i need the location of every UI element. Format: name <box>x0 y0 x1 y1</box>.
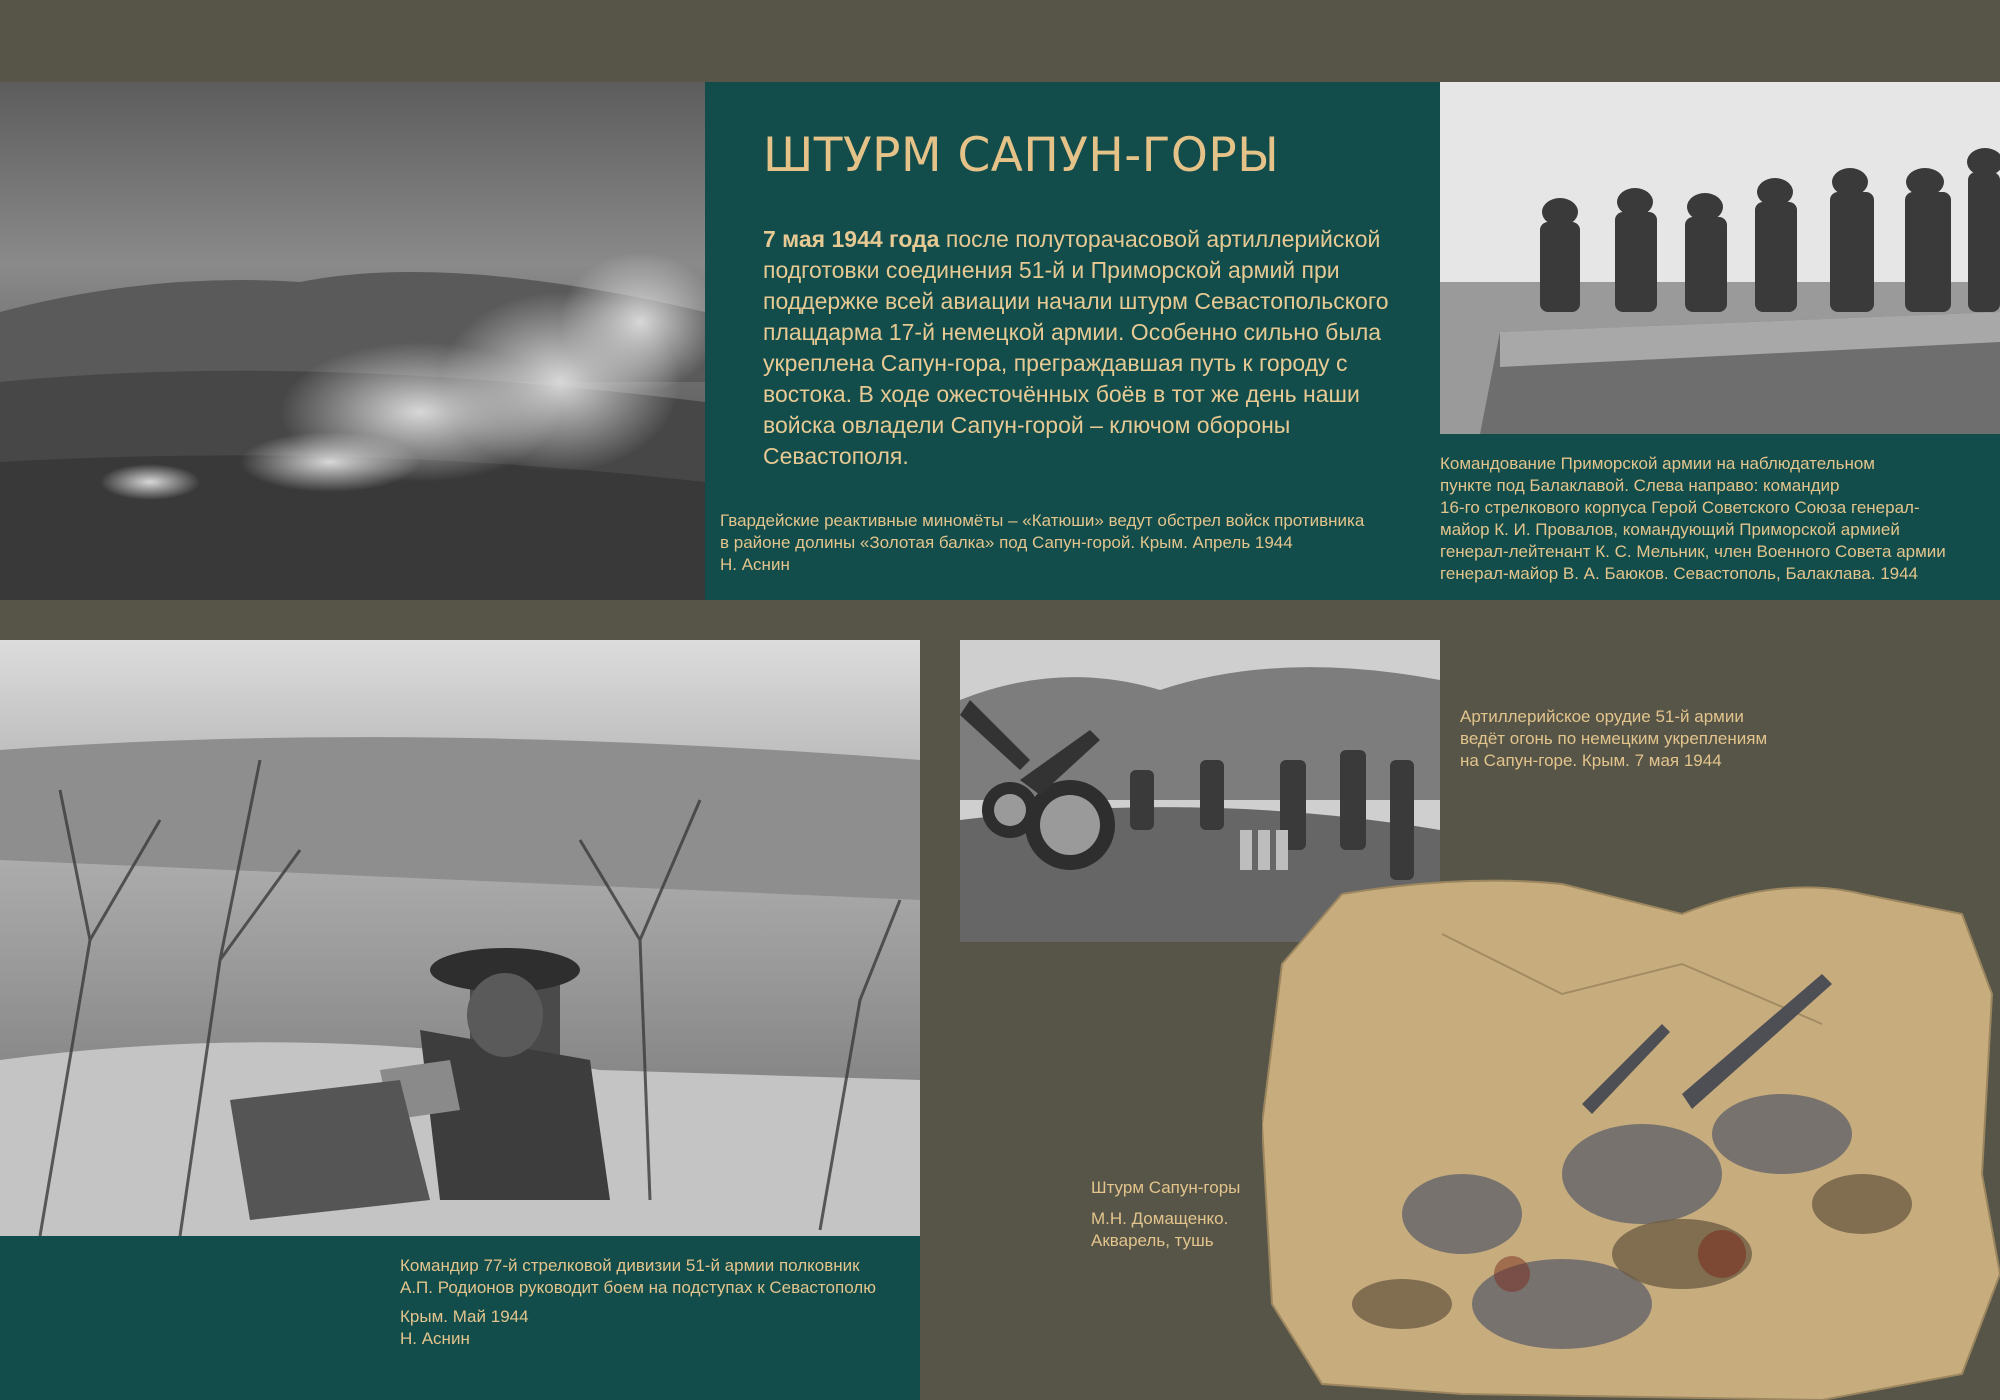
commander-photo <box>0 640 920 1236</box>
watercolor-painting <box>1262 874 2000 1400</box>
page-title: ШТУРМ САПУН-ГОРЫ <box>763 128 1280 183</box>
painting-title-caption: Штурм Сапун-горы <box>1091 1178 1241 1197</box>
intro-panel <box>705 82 1440 600</box>
painting-author-caption: М.Н. Домащенко. Акварель, тушь <box>1091 1209 1229 1250</box>
command-caption-panel <box>1440 434 2000 600</box>
artillery-caption: Артиллерийское орудие 51-й армии ведёт огонь по немецким укреплениям на Сапун-горе. Крым. 7 мая 1944 <box>1460 707 1768 770</box>
intro-body: после полуторачасовой артиллерийской подготовки соединения 51-й и Приморской армий при поддержке всей авиации начали штурм Севастопольского плацдарма 17-й немецкой армии. Особенно сильно была укреплена Сапун-гора, преграждавшая путь к городу с востока. В ходе ожесточённых боёв в тот же день наши войска овладели Сапун-горой – ключом обороны Севастополя. <box>763 226 1389 469</box>
intro-text <box>763 224 1403 472</box>
intro-date: 7 мая 1944 года <box>763 226 940 252</box>
commander-caption: Командир 77-й стрелковой дивизии 51-й армии полковник А.П. Родионов руководит боем на подступах к Севастополю <box>400 1256 876 1297</box>
command-caption: Командование Приморской армии на наблюдательном пункте под Балаклавой. Слева направо: командир 16-го стрелкового корпуса Герой Советского Союза генерал- майор К. И. Провалов, командующий Приморской армией генерал-лейтенант К. С. Мельник, член Военного Совета армии генерал-майор В. А. Баюков. Севастополь, Балаклава. 1944 <box>1440 454 1946 583</box>
commander-place-caption: Крым. Май 1944 Н. Аснин <box>400 1307 529 1348</box>
commander-caption-panel <box>0 1236 920 1400</box>
katyusha-caption: Гвардейские реактивные миномёты – «Катюши» ведут обстрел войск противника в районе долины «Золотая балка» под Сапун-горой. Крым. Апрель 1944 Н. Аснин <box>720 511 1365 574</box>
command-photo <box>1440 82 2000 434</box>
katyusha-barrage-photo <box>0 82 705 600</box>
